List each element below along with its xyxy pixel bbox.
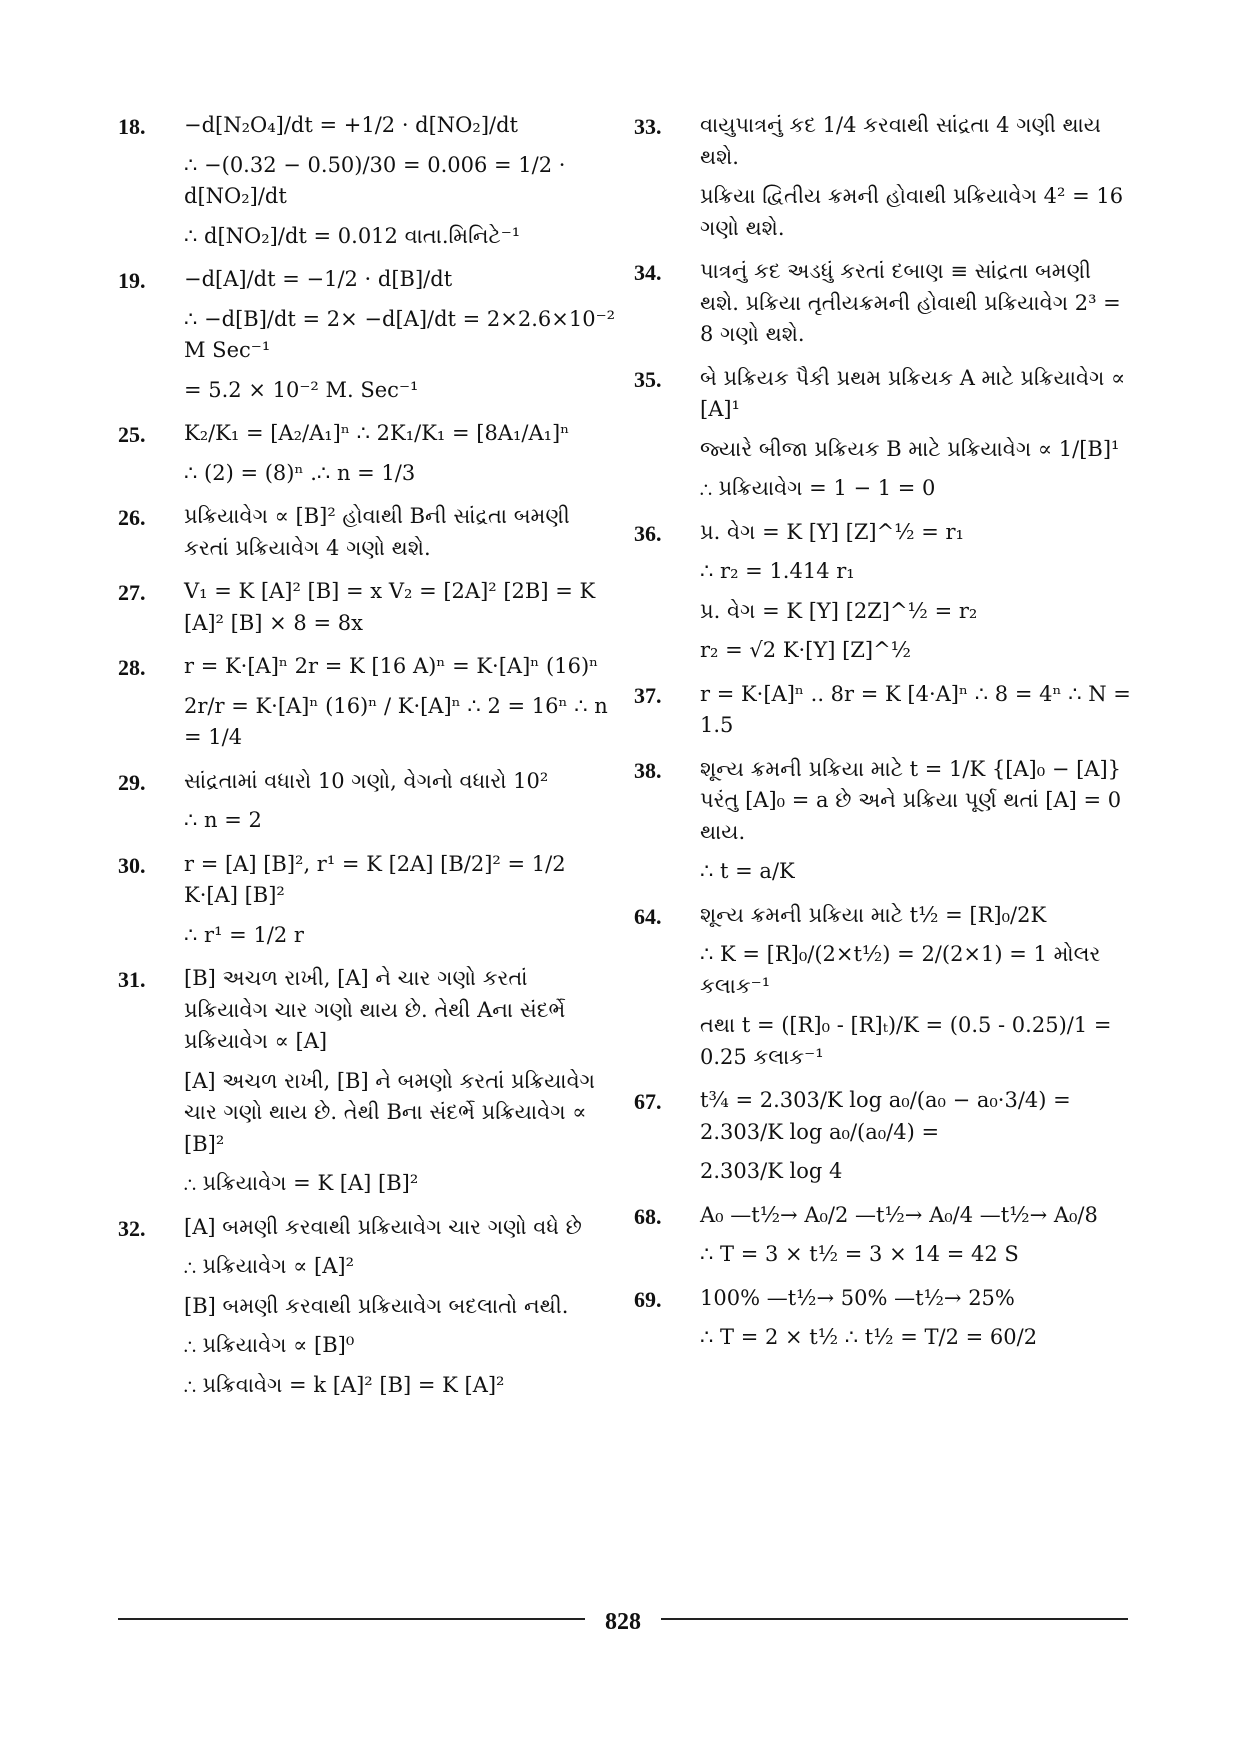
answer-line: ∴ r¹ = 1/2 r <box>184 922 304 947</box>
answer-line: 100% —t½→ 50% —t½→ 25% <box>700 1285 1015 1310</box>
answer-line: ∴ પ્રક્રિયાવેગ ∝ [B]⁰ <box>184 1333 355 1357</box>
answer-line: ∴ પ્રક્રિયાવેગ ∝ [A]² <box>184 1254 355 1278</box>
question-item <box>118 651 618 754</box>
question-number: 28. <box>118 655 146 680</box>
question-number: 30. <box>118 852 146 878</box>
answer-line: ∴ −(0.32 − 0.50)/30 = 0.006 = 1/2 · d[NO₂]/dt <box>184 152 566 208</box>
page-footer <box>118 1604 1128 1634</box>
left-column <box>118 110 618 1413</box>
question-item <box>634 363 1134 505</box>
answer-line: પ્રક્રિયા દ્વિતીય ક્રમની હોવાથી પ્રક્રિયાવેગ 4² = 16 ગણો થશે. <box>700 184 1124 240</box>
answer-line: ∴ (2) = (8)ⁿ .∴ n = 1/3 <box>184 460 416 485</box>
answer-line: શૂન્ય ક્રમની પ્રક્રિયા માટે t = 1/K {[A]₀ − [A]} પરંતુ [A]₀ = a છે અને પ્રક્રિયા પૂર્ણ થતાં [A] = 0 થાય. <box>700 756 1122 844</box>
answer-line: A₀ —t½→ A₀/2 —t½→ A₀/4 —t½→ A₀/8 <box>700 1202 1098 1227</box>
answer-line: શૂન્ય ક્રમની પ્રક્રિયા માટે t½ = [R]₀/2K <box>700 902 1047 927</box>
answer-line: ∴ t = a/K <box>700 859 795 883</box>
question-number: 33. <box>634 114 662 139</box>
question-item <box>634 1283 1134 1354</box>
answer-line: પાત્રનું કદ અડધું કરતાં દબાણ ≡ સાંદ્રતા બમણી થશે. પ્રક્રિયા તૃતીયક્રમની હોવાથી પ્રક્રિયાવેગ 2³ = 8 ગણો થશે. <box>700 259 1121 346</box>
question-number: 34. <box>634 260 662 285</box>
question-item <box>118 418 618 489</box>
answer-line: ∴ પ્રક્રિયાવેગ = K [A] [B]² <box>184 1171 419 1195</box>
question-item <box>118 1212 618 1402</box>
question-number: 25. <box>118 422 146 447</box>
right-column <box>634 110 1134 1366</box>
question-number: 68. <box>634 1203 662 1229</box>
question-item <box>118 110 618 252</box>
answer-line: તથા t = ([R]₀ - [R]ₜ)/K = (0.5 - 0.25)/1 = 0.25 કલાક⁻¹ <box>700 1013 1112 1069</box>
question-number: 31. <box>118 967 146 992</box>
question-number: 67. <box>634 1089 662 1114</box>
question-item <box>634 679 1134 742</box>
answer-line: જ્યારે બીજા પ્રક્રિયક B માટે પ્રક્રિયાવેગ ∝ 1/[B]¹ <box>700 436 1120 461</box>
question-item <box>118 963 618 1200</box>
answer-line: ∴ r₂ = 1.414 r₁ <box>700 559 855 583</box>
answer-line: r = [A] [B]², r¹ = K [2A] [B/2]² = 1/2 K·[A] [B]² <box>184 851 566 907</box>
answer-line: ∴ પ્રક્રિવાવેગ = k [A]² [B] = K [A]² <box>184 1372 505 1397</box>
question-number: 37. <box>634 682 662 708</box>
answer-line: પ્ર. વેગ = K [Y] [Z]^½ = r₁ <box>700 519 964 544</box>
answer-line: ∴ d[NO₂]/dt = 0.012 વાતા.મિનિટે⁻¹ <box>184 223 521 248</box>
question-number: 27. <box>118 580 146 605</box>
page-number: 828 <box>605 1609 641 1635</box>
footer-rule-right <box>661 1618 1128 1620</box>
question-item <box>118 576 618 639</box>
answer-line: = 5.2 × 10⁻² M. Sec⁻¹ <box>184 377 419 402</box>
answer-line: r₂ = √2 K·[Y] [Z]^½ <box>700 638 912 662</box>
question-item <box>118 501 618 564</box>
answer-line: 2r/r = K·[A]ⁿ (16)ⁿ / K·[A]ⁿ ∴ 2 = 16ⁿ ∴ n = 1/4 <box>184 693 608 749</box>
answer-line: r = K·[A]ⁿ 2r = K [16 A)ⁿ = K·[A]ⁿ (16)ⁿ <box>184 654 599 678</box>
question-item <box>634 110 1134 244</box>
question-number: 29. <box>118 769 146 795</box>
answer-line: V₁ = K [A]² [B] = x V₂ = [2A]² [2B] = K [A]² [B] × 8 = 8x <box>184 579 596 635</box>
answer-line: પ્રક્રિયાવેગ ∝ [B]² હોવાથી Bની સાંદ્રતા બમણી કરતાં પ્રક્રિયાવેગ 4 ગણો થશે. <box>184 504 570 560</box>
answer-line: −d[A]/dt = −1/2 · d[B]/dt <box>184 267 453 291</box>
question-item <box>634 517 1134 667</box>
answer-line: ∴ T = 2 × t½ ∴ t½ = T/2 = 60/2 <box>700 1325 1038 1349</box>
question-item <box>118 849 618 952</box>
question-item <box>634 1200 1134 1271</box>
answer-line: −d[N₂O₄]/dt = +1/2 · d[NO₂]/dt <box>184 113 518 137</box>
answer-line: ∴ T = 3 × t½ = 3 × 14 = 42 S <box>700 1242 1019 1266</box>
answer-line: [A] બમણી કરવાથી પ્રક્રિયાવેગ ચાર ગણો વધે છે <box>184 1214 582 1239</box>
question-item <box>118 766 618 837</box>
question-item <box>634 754 1134 888</box>
answer-line: [B] અચળ રાખી, [A] ને ચાર ગણો કરતાં પ્રક્રિયાવેગ ચાર ગણો થાય છે. તેથી Aના સંદર્ભે પ્રક્રિયાવેગ ∝ [A] <box>184 966 566 1053</box>
answer-line: ∴ n = 2 <box>184 808 262 832</box>
answer-line: t¾ = 2.303/K log a₀/(a₀ − a₀·3/4) = 2.303/K log a₀/(a₀/4) = <box>700 1088 1071 1144</box>
question-item <box>634 1085 1134 1188</box>
answer-line: ∴ −d[B]/dt = 2× −d[A]/dt = 2×2.6×10⁻² M Sec⁻¹ <box>184 306 616 362</box>
answer-line: r = K·[A]ⁿ .. 8r = K [4·A]ⁿ ∴ 8 = 4ⁿ ∴ N = 1.5 <box>700 681 1131 737</box>
question-number: 36. <box>634 520 662 546</box>
answer-line: ∴ K = [R]₀/(2×t½) = 2/(2×1) = 1 મોલર કલાક⁻¹ <box>700 942 1101 998</box>
answer-line: ∴ પ્રક્રિયાવેગ = 1 − 1 = 0 <box>700 476 936 500</box>
question-number: 64. <box>634 903 662 929</box>
answer-line: [A] અચળ રાખી, [B] ને બમણો કરતાં પ્રક્રિયાવેગ ચાર ગણો થાય છે. તેથી Bના સંદર્ભે પ્રક્રિયાવેગ ∝ [B]² <box>184 1068 595 1156</box>
question-number: 19. <box>118 268 146 293</box>
answer-line: [B] બમણી કરવાથી પ્રક્રિયાવેગ બદલાતો નથી. <box>184 1293 569 1318</box>
question-number: 32. <box>118 1215 146 1241</box>
answer-line: સાંદ્રતામાં વધારો 10 ગણો, વેગનો વધારો 10² <box>184 768 549 793</box>
question-number: 35. <box>634 366 662 392</box>
answer-line: K₂/K₁ = [A₂/A₁]ⁿ ∴ 2K₁/K₁ = [8A₁/A₁]ⁿ <box>184 421 570 445</box>
answer-line: 2.303/K log 4 <box>700 1159 843 1183</box>
question-item <box>634 900 1134 1074</box>
question-number: 26. <box>118 505 146 530</box>
question-number: 38. <box>634 757 662 783</box>
question-number: 69. <box>634 1286 662 1312</box>
answer-line: વાયુપાત્રનું કદ 1/4 કરવાથી સાંદ્રતા 4 ગણી થાય થશે. <box>700 113 1101 169</box>
answer-line: પ્ર. વેગ = K [Y] [2Z]^½ = r₂ <box>700 598 978 623</box>
question-number: 18. <box>118 114 146 139</box>
question-item <box>118 264 618 406</box>
question-item <box>634 256 1134 351</box>
answer-line: બે પ્રક્રિયક પૈકી પ્રથમ પ્રક્રિયક A માટે પ્રક્રિયાવેગ ∝ [A]¹ <box>700 365 1126 421</box>
